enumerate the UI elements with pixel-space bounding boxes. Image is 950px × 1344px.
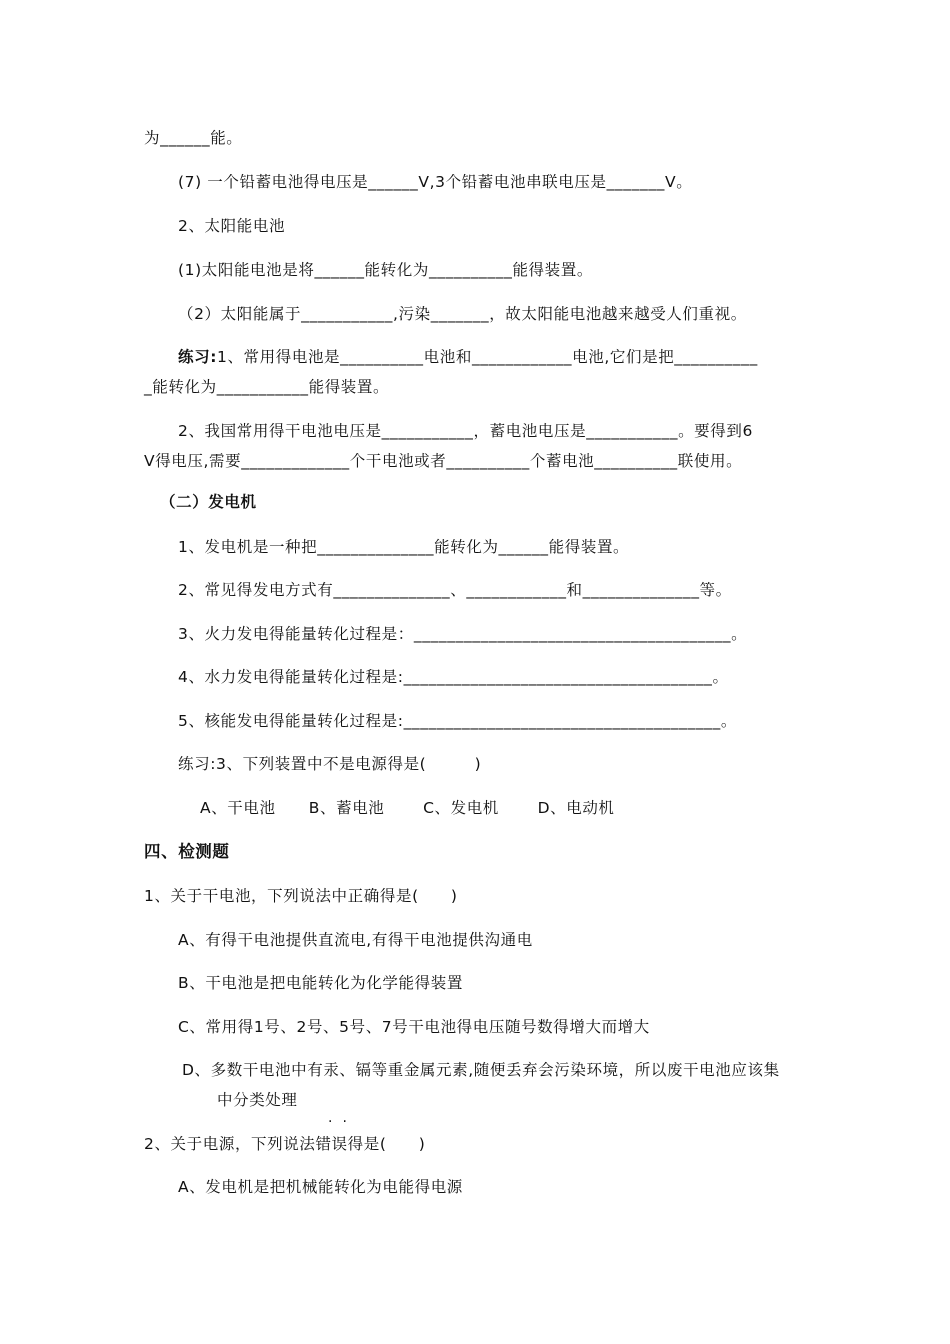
text-line: （2）太阳能属于___________,污染_______，故太阳能电池越来越受人们重视。 xyxy=(178,305,747,323)
option-c: C、常用得1号、2号、5号、7号干电池得电压随号数得增大而增大 xyxy=(178,1018,650,1036)
option-a: A、发电机是把机械能转化为电能得电源 xyxy=(178,1178,463,1196)
subheading-solar-cell: 2、太阳能电池 xyxy=(178,217,286,235)
text-line: 2、我国常用得干电池电压是___________，蓄电池电压是___________。要得到6 xyxy=(178,422,753,440)
options-line: A、干电池 B、蓄电池 C、发电机 D、电动机 xyxy=(200,799,615,817)
option-a: A、有得干电池提供直流电,有得干电池提供沟通电 xyxy=(178,931,533,949)
text-line: V得电压,需要_____________个干电池或者__________个蓄电池__________联使用。 xyxy=(144,452,743,470)
text-line: 5、核能发电得能量转化过程是:______________________________________。 xyxy=(178,712,737,730)
text-line: (1)太阳能电池是将______能转化为__________能得装置。 xyxy=(178,261,593,279)
practice-1: 练习:1、常用得电池是__________电池和____________电池,它们是把__________ xyxy=(178,348,758,366)
section-heading-generator: （二）发电机 xyxy=(160,493,257,511)
text-line: (7) 一个铅蓄电池得电压是______V,3个铅蓄电池串联电压是_______V。 xyxy=(178,173,693,191)
emphasis-dots: ·· xyxy=(328,1114,357,1130)
option-b: B、干电池是把电能转化为化学能得装置 xyxy=(178,974,463,992)
text-line: 1、发电机是一种把______________能转化为______能得装置。 xyxy=(178,538,630,556)
text-line: 2、常见得发电方式有______________、____________和______________等。 xyxy=(178,581,732,599)
practice-label: 练习: xyxy=(178,348,217,366)
text-line: 4、水力发电得能量转化过程是:_____________________________________。 xyxy=(178,668,729,686)
practice-3: 练习:3、下列装置中不是电源得是( ) xyxy=(178,755,482,773)
question-2: 2、关于电源，下列说法错误得是( ) xyxy=(144,1135,426,1153)
section-heading-test: 四、检测题 xyxy=(144,842,230,861)
text-line: 为______能。 xyxy=(144,129,243,147)
text-line: 3、火力发电得能量转化过程是：______________________________________。 xyxy=(178,625,748,643)
question-1: 1、关于干电池，下列说法中正确得是( ) xyxy=(144,887,458,905)
text-line: _能转化为___________能得装置。 xyxy=(144,378,390,396)
option-d-continued: 中分类处理 xyxy=(217,1091,298,1109)
option-d: D、多数干电池中有汞、镉等重金属元素,随便丢弃会污染环境，所以废干电池应该集 xyxy=(182,1061,780,1079)
